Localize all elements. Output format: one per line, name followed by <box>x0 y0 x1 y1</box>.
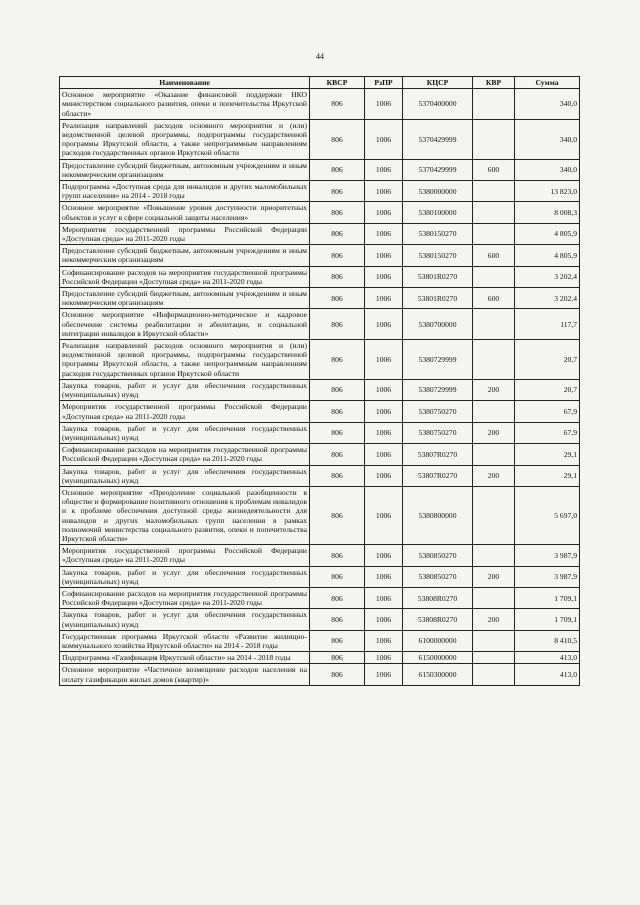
name-cell: Мероприятия государственной программы Российской Федерации «Доступная среда» на 2011-2020 годы <box>60 223 310 244</box>
sum-cell: 117,7 <box>515 309 580 340</box>
sum-cell: 5 697,0 <box>515 486 580 544</box>
kvr-cell: 600 <box>473 288 515 309</box>
name-cell: Основное мероприятие «Информационно-методическое и кадровое обеспечение системы реабилитации и абилитации, и социальной интеграции инвалидов в Иркутской области» <box>60 309 310 340</box>
kcsr-cell: 5380800000 <box>403 486 473 544</box>
sum-cell: 20,7 <box>515 379 580 400</box>
column-header-kvsr: КВСР <box>310 77 365 89</box>
kvsr-cell: 806 <box>310 587 365 608</box>
name-cell: Закупка товаров, работ и услуг для обеспечения государственных (муниципальных) нужд <box>60 609 310 630</box>
kvr-cell <box>473 340 515 380</box>
rzpr-cell: 1006 <box>365 379 403 400</box>
kvsr-cell: 806 <box>310 266 365 287</box>
sum-cell: 8 008,3 <box>515 202 580 223</box>
name-cell: Подпрограмма «Газификация Иркутской области» на 2014 - 2018 годы <box>60 652 310 664</box>
kvr-cell: 200 <box>473 422 515 443</box>
rzpr-cell: 1006 <box>365 245 403 266</box>
table-row <box>60 566 580 587</box>
rzpr-cell: 1006 <box>365 609 403 630</box>
kvsr-cell: 806 <box>310 630 365 651</box>
sum-cell: 13 823,0 <box>515 181 580 202</box>
rzpr-cell: 1006 <box>365 223 403 244</box>
sum-cell: 3 202,4 <box>515 288 580 309</box>
table-row <box>60 587 580 608</box>
table-row <box>60 664 580 685</box>
table-row <box>60 545 580 566</box>
kvsr-cell: 806 <box>310 159 365 180</box>
kcsr-cell: 5370429999 <box>403 159 473 180</box>
table-row <box>60 609 580 630</box>
table-row <box>60 245 580 266</box>
kvr-cell <box>473 630 515 651</box>
kvr-cell: 200 <box>473 379 515 400</box>
rzpr-cell: 1006 <box>365 401 403 422</box>
rzpr-cell: 1006 <box>365 444 403 465</box>
table-row <box>60 266 580 287</box>
table-row <box>60 202 580 223</box>
rzpr-cell: 1006 <box>365 309 403 340</box>
sum-cell: 4 805,9 <box>515 223 580 244</box>
name-cell: Реализация направлений расходов основного мероприятия и (или) ведомственной целевой программы, подпрограммы государственной программы Иркутской области, а также непрограммным направлениям расходов государственных органов Иркутской области <box>60 119 310 159</box>
name-cell: Закупка товаров, работ и услуг для обеспечения государственных (муниципальных) нужд <box>60 465 310 486</box>
name-cell: Основное мероприятие «Повышение уровня доступности приоритетных объектов и услуг в сфере социальной защиты населения» <box>60 202 310 223</box>
rzpr-cell: 1006 <box>365 119 403 159</box>
table-row <box>60 89 580 120</box>
table-row <box>60 652 580 664</box>
table-row <box>60 309 580 340</box>
name-cell: Государственная программа Иркутской области «Развитие жилищно-коммунального хозяйства Иркутской области» на 2014 - 2018 годы <box>60 630 310 651</box>
kvr-cell <box>473 401 515 422</box>
kcsr-cell: 5380850270 <box>403 566 473 587</box>
kvr-cell <box>473 266 515 287</box>
rzpr-cell: 1006 <box>365 664 403 685</box>
sum-cell: 20,7 <box>515 340 580 380</box>
kcsr-cell: 53808R0270 <box>403 587 473 608</box>
name-cell: Закупка товаров, работ и услуг для обеспечения государственных (муниципальных) нужд <box>60 566 310 587</box>
kcsr-cell: 5380750270 <box>403 401 473 422</box>
rzpr-cell: 1006 <box>365 202 403 223</box>
kvsr-cell: 806 <box>310 545 365 566</box>
kvr-cell: 200 <box>473 566 515 587</box>
sum-cell: 340,0 <box>515 89 580 120</box>
kvr-cell <box>473 309 515 340</box>
rzpr-cell: 1006 <box>365 288 403 309</box>
kvr-cell <box>473 664 515 685</box>
kvsr-cell: 806 <box>310 379 365 400</box>
sum-cell: 3 202,4 <box>515 266 580 287</box>
kvsr-cell: 806 <box>310 444 365 465</box>
sum-cell: 3 987,9 <box>515 566 580 587</box>
kvr-cell <box>473 223 515 244</box>
rzpr-cell: 1006 <box>365 566 403 587</box>
page-number: 44 <box>316 52 324 61</box>
kcsr-cell: 53807R0270 <box>403 465 473 486</box>
kcsr-cell: 5380150270 <box>403 223 473 244</box>
table-row <box>60 444 580 465</box>
name-cell: Мероприятия государственной программы Российской Федерации «Доступная среда» на 2011-2020 годы <box>60 401 310 422</box>
kvsr-cell: 806 <box>310 486 365 544</box>
kvsr-cell: 806 <box>310 245 365 266</box>
kcsr-cell: 5380000000 <box>403 181 473 202</box>
rzpr-cell: 1006 <box>365 181 403 202</box>
kvsr-cell: 806 <box>310 202 365 223</box>
table-header-row <box>60 77 580 89</box>
kvsr-cell: 806 <box>310 340 365 380</box>
kvr-cell <box>473 587 515 608</box>
rzpr-cell: 1006 <box>365 587 403 608</box>
table-row <box>60 379 580 400</box>
kvsr-cell: 806 <box>310 652 365 664</box>
table-row <box>60 223 580 244</box>
sum-cell: 340,0 <box>515 119 580 159</box>
kvr-cell <box>473 89 515 120</box>
kvsr-cell: 806 <box>310 181 365 202</box>
kcsr-cell: 6150300000 <box>403 664 473 685</box>
sum-cell: 413,0 <box>515 664 580 685</box>
table-row <box>60 401 580 422</box>
kcsr-cell: 5370400000 <box>403 89 473 120</box>
sum-cell: 67,9 <box>515 422 580 443</box>
kvsr-cell: 806 <box>310 89 365 120</box>
table-row <box>60 630 580 651</box>
kcsr-cell: 5380729999 <box>403 379 473 400</box>
table-row <box>60 486 580 544</box>
kcsr-cell: 53801R0270 <box>403 288 473 309</box>
name-cell: Основное мероприятие «Частичное возмещение расходов населения на оплату газификации жилых домов (квартир)» <box>60 664 310 685</box>
kvr-cell <box>473 652 515 664</box>
kvr-cell: 200 <box>473 609 515 630</box>
sum-cell: 1 709,1 <box>515 609 580 630</box>
rzpr-cell: 1006 <box>365 89 403 120</box>
kvr-cell <box>473 486 515 544</box>
table-row <box>60 340 580 380</box>
rzpr-cell: 1006 <box>365 630 403 651</box>
name-cell: Основное мероприятие «Преодоление социальной разобщенности в обществе и формирование позитивного отношения к проблемам инвалидов и к проблеме обеспечения доступной среды жизнедеятельности для инвалидов и других маломобильных групп населения в рамках полномочий министерства социального развития, опеки и попечительства Иркутской области» <box>60 486 310 544</box>
name-cell: Предоставление субсидий бюджетным, автономным учреждениям и иным некоммерческим организациям <box>60 159 310 180</box>
rzpr-cell: 1006 <box>365 340 403 380</box>
kvsr-cell: 806 <box>310 609 365 630</box>
kvsr-cell: 806 <box>310 401 365 422</box>
kvsr-cell: 806 <box>310 566 365 587</box>
table-row <box>60 181 580 202</box>
kvr-cell <box>473 444 515 465</box>
kvsr-cell: 806 <box>310 465 365 486</box>
sum-cell: 340,0 <box>515 159 580 180</box>
rzpr-cell: 1006 <box>365 422 403 443</box>
kvr-cell <box>473 181 515 202</box>
kvsr-cell: 806 <box>310 422 365 443</box>
table-row <box>60 465 580 486</box>
budget-table <box>59 76 580 686</box>
name-cell: Предоставление субсидий бюджетным, автономным учреждениям и иным некоммерческим организациям <box>60 288 310 309</box>
rzpr-cell: 1006 <box>365 545 403 566</box>
kvr-cell: 200 <box>473 465 515 486</box>
kvr-cell <box>473 545 515 566</box>
name-cell: Закупка товаров, работ и услуг для обеспечения государственных (муниципальных) нужд <box>60 379 310 400</box>
sum-cell: 29,1 <box>515 444 580 465</box>
column-header-name: Наименование <box>60 77 310 89</box>
kcsr-cell: 5370429999 <box>403 119 473 159</box>
kvsr-cell: 806 <box>310 119 365 159</box>
kvr-cell <box>473 202 515 223</box>
sum-cell: 29,1 <box>515 465 580 486</box>
rzpr-cell: 1006 <box>365 159 403 180</box>
kcsr-cell: 5380750270 <box>403 422 473 443</box>
rzpr-cell: 1006 <box>365 465 403 486</box>
kvr-cell: 600 <box>473 159 515 180</box>
kvsr-cell: 806 <box>310 664 365 685</box>
kcsr-cell: 5380700000 <box>403 309 473 340</box>
sum-cell: 413,0 <box>515 652 580 664</box>
kcsr-cell: 5380100000 <box>403 202 473 223</box>
name-cell: Софинансирование расходов на мероприятия государственной программы Российской Федерации «Доступная среда» на 2011-2020 годы <box>60 444 310 465</box>
kvsr-cell: 806 <box>310 223 365 244</box>
sum-cell: 4 805,9 <box>515 245 580 266</box>
name-cell: Софинансирование расходов на мероприятия государственной программы Российской Федерации «Доступная среда» на 2011-2020 годы <box>60 587 310 608</box>
kcsr-cell: 53801R0270 <box>403 266 473 287</box>
table-row <box>60 422 580 443</box>
name-cell: Предоставление субсидий бюджетным, автономным учреждениям и иным некоммерческим организациям <box>60 245 310 266</box>
column-header-rzpr: РзПР <box>365 77 403 89</box>
kcsr-cell: 5380850270 <box>403 545 473 566</box>
kcsr-cell: 53808R0270 <box>403 609 473 630</box>
name-cell: Реализация направлений расходов основного мероприятия и (или) ведомственной целевой программы, подпрограммы государственной программы Иркутской области, а также непрограммным направлениям расходов государственных органов Иркутской области <box>60 340 310 380</box>
kvsr-cell: 806 <box>310 309 365 340</box>
kcsr-cell: 5380729999 <box>403 340 473 380</box>
kcsr-cell: 6150000000 <box>403 652 473 664</box>
name-cell: Закупка товаров, работ и услуг для обеспечения государственных (муниципальных) нужд <box>60 422 310 443</box>
kvr-cell: 600 <box>473 245 515 266</box>
name-cell: Софинансирование расходов на мероприятия государственной программы Российской Федерации «Доступная среда» на 2011-2020 годы <box>60 266 310 287</box>
kcsr-cell: 53807R0270 <box>403 444 473 465</box>
kvsr-cell: 806 <box>310 288 365 309</box>
name-cell: Основное мероприятие «Оказание финансовой поддержки НКО министерством социального развития, опеки и попечительства Иркутской области» <box>60 89 310 120</box>
table-row <box>60 288 580 309</box>
sum-cell: 67,9 <box>515 401 580 422</box>
column-header-sum: Сумма <box>515 77 580 89</box>
column-header-kcsr: КЦСР <box>403 77 473 89</box>
sum-cell: 8 410,5 <box>515 630 580 651</box>
kcsr-cell: 5380150270 <box>403 245 473 266</box>
kvr-cell <box>473 119 515 159</box>
rzpr-cell: 1006 <box>365 266 403 287</box>
rzpr-cell: 1006 <box>365 652 403 664</box>
column-header-kvr: КВР <box>473 77 515 89</box>
sum-cell: 1 709,1 <box>515 587 580 608</box>
name-cell: Подпрограмма «Доступная среда для инвалидов и других маломобильных групп населения» на 2014 - 2018 годы <box>60 181 310 202</box>
name-cell: Мероприятия государственной программы Российской Федерации «Доступная среда» на 2011-2020 годы <box>60 545 310 566</box>
table-row <box>60 159 580 180</box>
table-row <box>60 119 580 159</box>
rzpr-cell: 1006 <box>365 486 403 544</box>
sum-cell: 3 987,9 <box>515 545 580 566</box>
kcsr-cell: 6100000000 <box>403 630 473 651</box>
